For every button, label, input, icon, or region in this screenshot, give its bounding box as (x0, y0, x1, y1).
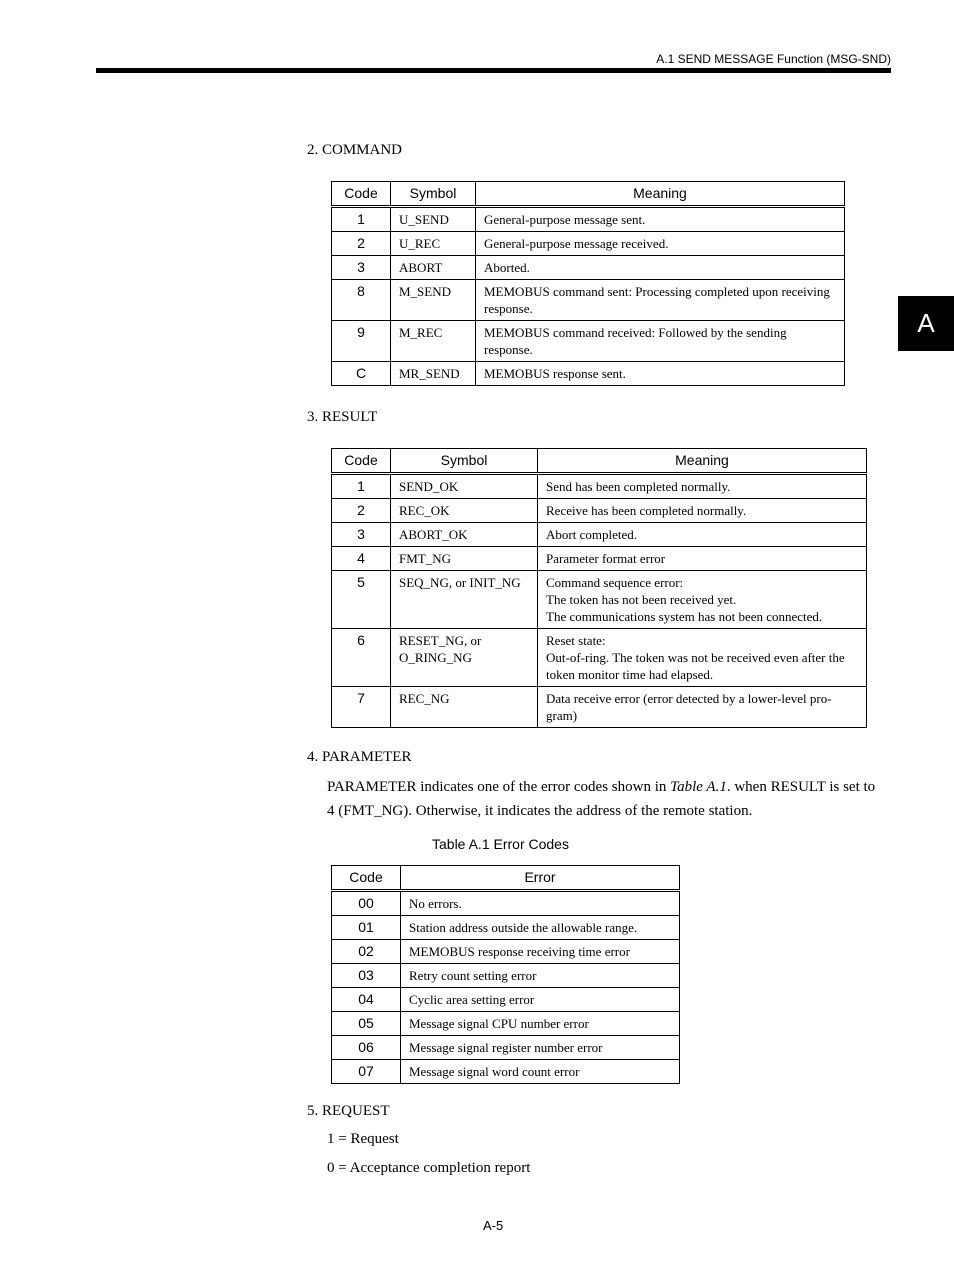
code-cell: 04 (332, 988, 401, 1012)
meaning-cell: Reset state: Out-of-ring. The token was not be received even after the token monitor time had elapsed. (538, 629, 867, 687)
table-row (332, 940, 680, 964)
section-title-result: 3. RESULT (307, 409, 378, 425)
symbol-cell: MR_SEND (391, 362, 476, 386)
table-reference: Table A.1 (670, 779, 727, 795)
code-cell: 01 (332, 916, 401, 940)
error-codes-table (331, 865, 680, 1084)
symbol-cell: RESET_NG, or O_RING_NG (391, 629, 538, 687)
header-rule (96, 68, 891, 73)
table-row (332, 571, 867, 629)
section-title-command: 2. COMMAND (307, 142, 403, 158)
meaning-cell: Receive has been completed normally. (538, 499, 867, 523)
table-caption: Table A.1 Error Codes (432, 836, 569, 852)
table-row (332, 547, 867, 571)
table-row (332, 988, 680, 1012)
code-cell: 8 (332, 280, 391, 321)
code-cell: 07 (332, 1060, 401, 1084)
meaning-cell: MEMOBUS response sent. (476, 362, 845, 386)
code-cell: 9 (332, 321, 391, 362)
table-row (332, 256, 845, 280)
symbol-cell: REC_NG (391, 687, 538, 728)
appendix-side-tab: A (898, 296, 954, 351)
symbol-cell: U_SEND (391, 207, 476, 232)
error-cell: Message signal word count error (401, 1060, 680, 1084)
table-row (332, 362, 845, 386)
parameter-text-start: PARAMETER indicates one of the error codes shown in (327, 779, 671, 795)
table-row (332, 891, 680, 916)
column-header-symbol: Symbol (391, 182, 476, 207)
table-row (332, 321, 845, 362)
meaning-cell: Aborted. (476, 256, 845, 280)
meaning-cell: MEMOBUS command received: Followed by the sending response. (476, 321, 845, 362)
code-cell: 1 (332, 207, 391, 232)
table-row (332, 280, 845, 321)
error-cell: Station address outside the allowable range. (401, 916, 680, 940)
symbol-cell: SEQ_NG, or INIT_NG (391, 571, 538, 629)
column-header-error: Error (401, 866, 680, 891)
symbol-cell: M_REC (391, 321, 476, 362)
code-cell: 00 (332, 891, 401, 916)
table-row (332, 964, 680, 988)
table-row (332, 916, 680, 940)
symbol-cell: FMT_NG (391, 547, 538, 571)
symbol-cell: M_SEND (391, 280, 476, 321)
parameter-text-end: . when RESULT is set to 4 (FMT_NG). Otherwise, it indicates the address of the remote station. (327, 779, 876, 819)
code-cell: 05 (332, 1012, 401, 1036)
code-cell: 2 (332, 499, 391, 523)
code-cell: 7 (332, 687, 391, 728)
symbol-cell: ABORT (391, 256, 476, 280)
code-cell: C (332, 362, 391, 386)
meaning-cell: MEMOBUS command sent: Processing completed upon receiving response. (476, 280, 845, 321)
column-header-code: Code (332, 866, 401, 891)
request-value-0: 0 = Acceptance completion report (327, 1160, 531, 1176)
column-header-code: Code (332, 182, 391, 207)
meaning-cell: Data receive error (error detected by a lower-level pro-gram) (538, 687, 867, 728)
symbol-cell: REC_OK (391, 499, 538, 523)
page-number: A-5 (483, 1218, 504, 1233)
code-cell: 03 (332, 964, 401, 988)
code-cell: 02 (332, 940, 401, 964)
result-table (331, 448, 867, 728)
symbol-cell: ABORT_OK (391, 523, 538, 547)
parameter-description (327, 775, 882, 823)
error-cell: Retry count setting error (401, 964, 680, 988)
table-row (332, 629, 867, 687)
table-row (332, 523, 867, 547)
table-row (332, 687, 867, 728)
error-cell: Message signal CPU number error (401, 1012, 680, 1036)
column-header-code: Code (332, 449, 391, 474)
meaning-cell: Send has been completed normally. (538, 474, 867, 499)
column-header-symbol: Symbol (391, 449, 538, 474)
meaning-cell: Command sequence error: The token has not been received yet. The communications system has not been connected. (538, 571, 867, 629)
code-cell: 2 (332, 232, 391, 256)
symbol-cell: U_REC (391, 232, 476, 256)
request-value-1: 1 = Request (327, 1131, 399, 1147)
code-cell: 5 (332, 571, 391, 629)
code-cell: 3 (332, 523, 391, 547)
code-cell: 4 (332, 547, 391, 571)
error-cell: No errors. (401, 891, 680, 916)
code-cell: 1 (332, 474, 391, 499)
column-header-meaning: Meaning (476, 182, 845, 207)
error-cell: Message signal register number error (401, 1036, 680, 1060)
error-cell: MEMOBUS response receiving time error (401, 940, 680, 964)
section-title-request: 5. REQUEST (307, 1103, 390, 1119)
column-header-meaning: Meaning (538, 449, 867, 474)
table-row (332, 1060, 680, 1084)
symbol-cell: SEND_OK (391, 474, 538, 499)
meaning-cell: General-purpose message received. (476, 232, 845, 256)
section-title-parameter: 4. PARAMETER (307, 749, 412, 765)
table-row (332, 1012, 680, 1036)
code-cell: 6 (332, 629, 391, 687)
table-row (332, 207, 845, 232)
code-cell: 3 (332, 256, 391, 280)
table-row (332, 474, 867, 499)
running-header: A.1 SEND MESSAGE Function (MSG-SND) (656, 52, 891, 66)
meaning-cell: Abort completed. (538, 523, 867, 547)
table-row (332, 499, 867, 523)
table-row (332, 1036, 680, 1060)
code-cell: 06 (332, 1036, 401, 1060)
error-cell: Cyclic area setting error (401, 988, 680, 1012)
table-row (332, 232, 845, 256)
meaning-cell: General-purpose message sent. (476, 207, 845, 232)
command-table (331, 181, 845, 386)
meaning-cell: Parameter format error (538, 547, 867, 571)
